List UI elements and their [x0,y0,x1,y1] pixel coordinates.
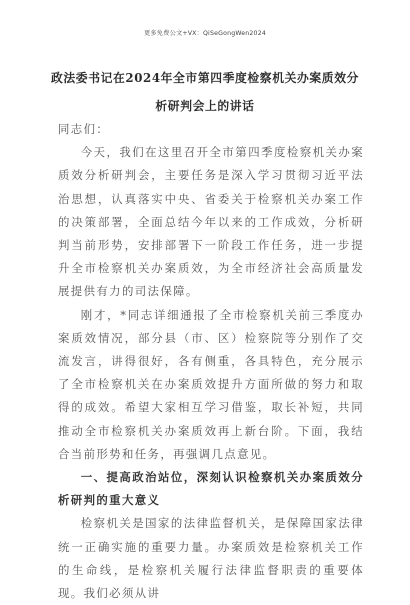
section-heading: 一、提高政治站位，深刻认识检察机关办案质效分析研判的重大意义 [58,470,364,508]
document-body [58,118,364,605]
header-note: 更多免费公文+VX：QiSeGongWen2024 [144,30,266,37]
salutation: 同志们： [58,122,110,136]
document-title: 政法委书记在2024年全市第四季度检察机关办案质效分析研判会上的讲话 [51,71,359,113]
paragraph-summary: 刚才，*同志详细通报了全市检察机关前三季度办案质效情况，部分县（市、区）检察院等分别作了交流发言，讲得很好，各有侧重，各具特色，充分展示了全市检察机关在办案质效提升方面所做的努力和取得的成效。希望大家相互学习借鉴，取长补短，共同推动全市检察机关办案质效再上新台阶。下面，我结合当前形势和任务，再强调几点意见。 [58,307,364,461]
section-paragraph: 检察机关是国家的法律监督机关，是保障国家法律统一正确实施的重要力量。办案质效是检察机关工作的生命线，是检察机关履行法律监督职责的重要体现。我们必须从讲 [58,516,364,601]
paragraph-opening: 今天，我们在这里召开全市第四季度检察机关办案质效分析研判会，主要任务是深入学习贯彻习近平法治思想，认真落实中央、省委关于检察机关办案工作的决策部署，全面总结今年以来的工作成效，分析研判当前形势，安排部署下一阶段工作任务，进一步提升全市检察机关办案质效，为全市经济社会高质量发展提供有力的司法保障。 [58,145,364,299]
